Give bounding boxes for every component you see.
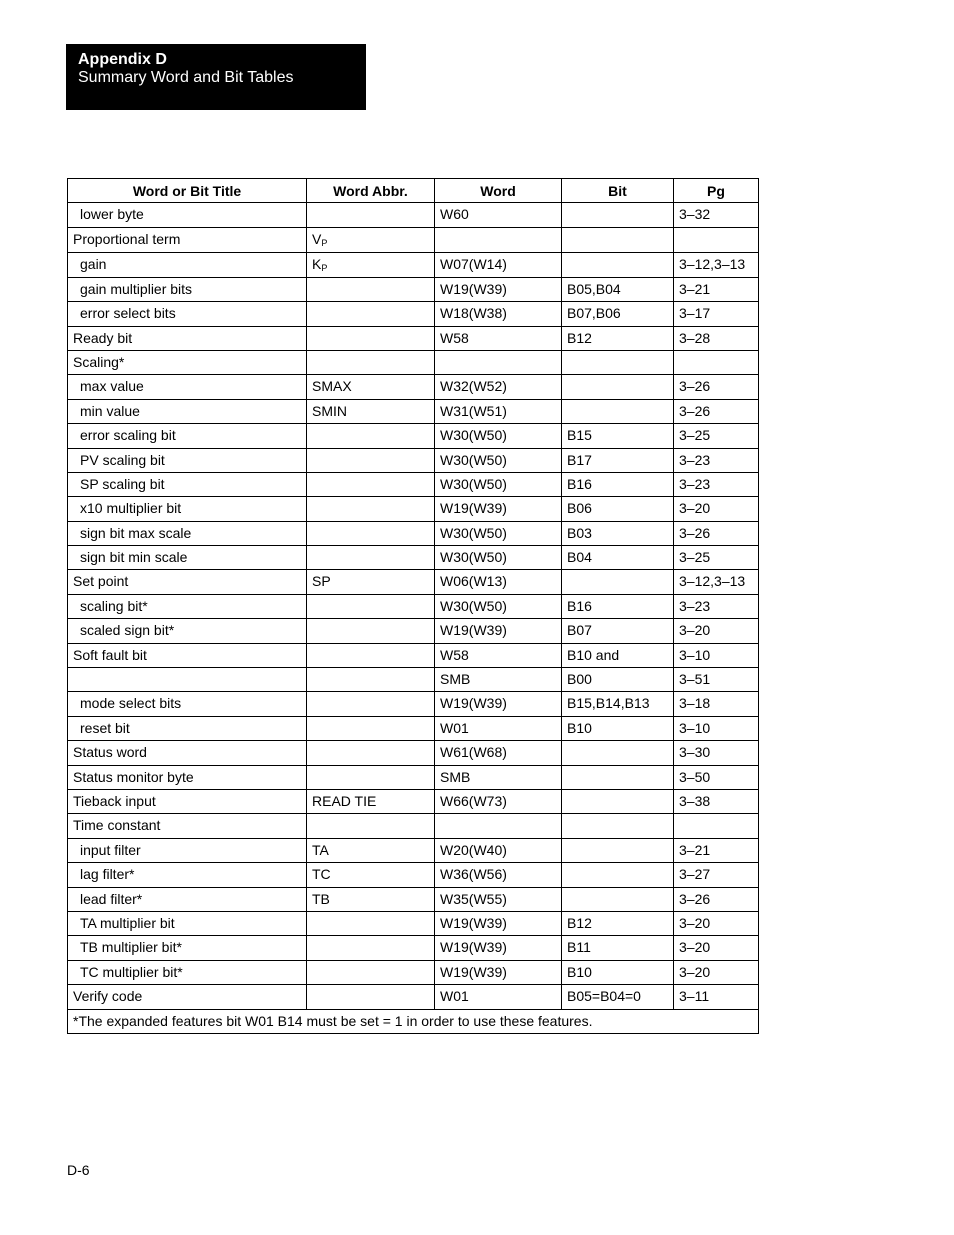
cell-title: lag filter* bbox=[68, 863, 307, 887]
cell-title: scaling bit* bbox=[68, 594, 307, 618]
table-row bbox=[68, 227, 759, 252]
chapter-header bbox=[66, 44, 366, 110]
page-number: D-6 bbox=[67, 1162, 90, 1178]
cell-word: W30(W50) bbox=[435, 424, 562, 448]
cell-word: W31(W51) bbox=[435, 399, 562, 423]
cell-bit: B03 bbox=[562, 521, 674, 545]
cell-word: W61(W68) bbox=[435, 741, 562, 765]
cell-pg bbox=[674, 227, 759, 252]
cell-pg: 3–23 bbox=[674, 594, 759, 618]
table-row bbox=[68, 789, 759, 813]
table-row bbox=[68, 252, 759, 277]
cell-pg: 3–30 bbox=[674, 741, 759, 765]
cell-bit bbox=[562, 350, 674, 374]
table-row bbox=[68, 472, 759, 496]
cell-pg: 3–10 bbox=[674, 643, 759, 667]
cell-title: Proportional term bbox=[68, 227, 307, 252]
table-row bbox=[68, 668, 759, 692]
cell-abbr bbox=[307, 375, 435, 399]
column-header-abbr: Word Abbr. bbox=[307, 179, 435, 203]
cell-word: W58 bbox=[435, 643, 562, 667]
cell-abbr bbox=[307, 227, 435, 252]
cell-bit: B12 bbox=[562, 326, 674, 350]
cell-abbr-text: SMAX bbox=[312, 378, 352, 395]
cell-abbr bbox=[307, 838, 435, 862]
cell-pg: 3–25 bbox=[674, 546, 759, 570]
cell-bit: B00 bbox=[562, 668, 674, 692]
cell-pg: 3–23 bbox=[674, 448, 759, 472]
cell-title: error select bits bbox=[68, 302, 307, 326]
table-footnote: *The expanded features bit W01 B14 must be set = 1 in order to use these features. bbox=[68, 1009, 759, 1033]
cell-bit: B05=B04=0 bbox=[562, 985, 674, 1009]
table-row bbox=[68, 326, 759, 350]
cell-bit bbox=[562, 570, 674, 594]
cell-bit: B04 bbox=[562, 546, 674, 570]
cell-bit bbox=[562, 863, 674, 887]
cell-pg: 3–28 bbox=[674, 326, 759, 350]
column-header-word: Word bbox=[435, 179, 562, 203]
cell-word: W19(W39) bbox=[435, 960, 562, 984]
cell-title: gain multiplier bits bbox=[68, 277, 307, 301]
cell-abbr bbox=[307, 936, 435, 960]
cell-pg: 3–26 bbox=[674, 887, 759, 911]
cell-abbr-text: V bbox=[312, 230, 322, 247]
cell-word: W30(W50) bbox=[435, 448, 562, 472]
cell-title: sign bit min scale bbox=[68, 546, 307, 570]
table-row bbox=[68, 619, 759, 643]
cell-word: W01 bbox=[435, 985, 562, 1009]
cell-abbr bbox=[307, 668, 435, 692]
cell-pg: 3–23 bbox=[674, 472, 759, 496]
cell-title: scaled sign bit* bbox=[68, 619, 307, 643]
cell-abbr bbox=[307, 789, 435, 813]
cell-title: error scaling bit bbox=[68, 424, 307, 448]
appendix-title: Appendix D bbox=[78, 51, 167, 68]
cell-abbr-text: K bbox=[312, 255, 322, 272]
cell-abbr bbox=[307, 716, 435, 740]
table-row bbox=[68, 814, 759, 838]
cell-title: Status word bbox=[68, 741, 307, 765]
cell-pg: 3–26 bbox=[674, 521, 759, 545]
cell-pg: 3–10 bbox=[674, 716, 759, 740]
cell-title: Scaling* bbox=[68, 350, 307, 374]
appendix-subtitle: Summary Word and Bit Tables bbox=[78, 69, 294, 86]
cell-word: W06(W13) bbox=[435, 570, 562, 594]
cell-word bbox=[435, 814, 562, 838]
cell-abbr bbox=[307, 814, 435, 838]
cell-title: reset bit bbox=[68, 716, 307, 740]
cell-abbr bbox=[307, 765, 435, 789]
cell-abbr bbox=[307, 643, 435, 667]
cell-title: lead filter* bbox=[68, 887, 307, 911]
cell-word: W19(W39) bbox=[435, 277, 562, 301]
cell-pg: 3–50 bbox=[674, 765, 759, 789]
summary-table bbox=[67, 178, 759, 1034]
column-header-bit: Bit bbox=[562, 179, 674, 203]
cell-bit bbox=[562, 887, 674, 911]
cell-abbr bbox=[307, 911, 435, 935]
cell-abbr bbox=[307, 203, 435, 227]
cell-abbr bbox=[307, 350, 435, 374]
cell-abbr bbox=[307, 497, 435, 521]
table-row bbox=[68, 302, 759, 326]
cell-word: W30(W50) bbox=[435, 594, 562, 618]
cell-abbr-text: SP bbox=[312, 573, 331, 590]
cell-title: Set point bbox=[68, 570, 307, 594]
table-row bbox=[68, 448, 759, 472]
table-footnote-row bbox=[68, 1009, 759, 1033]
cell-abbr bbox=[307, 277, 435, 301]
cell-title: Soft fault bit bbox=[68, 643, 307, 667]
cell-abbr bbox=[307, 887, 435, 911]
cell-abbr bbox=[307, 302, 435, 326]
cell-word: W35(W55) bbox=[435, 887, 562, 911]
table-row bbox=[68, 399, 759, 423]
cell-bit bbox=[562, 741, 674, 765]
cell-title: Status monitor byte bbox=[68, 765, 307, 789]
cell-bit bbox=[562, 838, 674, 862]
table-row bbox=[68, 863, 759, 887]
cell-title: input filter bbox=[68, 838, 307, 862]
table-row bbox=[68, 985, 759, 1009]
cell-abbr bbox=[307, 472, 435, 496]
cell-word: SMB bbox=[435, 765, 562, 789]
cell-bit: B12 bbox=[562, 911, 674, 935]
cell-pg: 3–26 bbox=[674, 399, 759, 423]
cell-abbr bbox=[307, 326, 435, 350]
cell-abbr bbox=[307, 619, 435, 643]
cell-abbr bbox=[307, 399, 435, 423]
cell-abbr bbox=[307, 985, 435, 1009]
table-row bbox=[68, 546, 759, 570]
cell-word: W19(W39) bbox=[435, 692, 562, 716]
cell-pg: 3–51 bbox=[674, 668, 759, 692]
cell-bit: B16 bbox=[562, 594, 674, 618]
table-row bbox=[68, 570, 759, 594]
cell-pg: 3–12,3–13 bbox=[674, 570, 759, 594]
cell-bit bbox=[562, 399, 674, 423]
cell-word: W07(W14) bbox=[435, 252, 562, 277]
cell-word: W20(W40) bbox=[435, 838, 562, 862]
cell-bit: B17 bbox=[562, 448, 674, 472]
cell-abbr bbox=[307, 521, 435, 545]
cell-abbr bbox=[307, 570, 435, 594]
cell-bit: B10 bbox=[562, 716, 674, 740]
cell-pg: 3–26 bbox=[674, 375, 759, 399]
cell-abbr bbox=[307, 741, 435, 765]
cell-abbr-subscript: P bbox=[321, 262, 328, 273]
table-row bbox=[68, 594, 759, 618]
cell-pg: 3–20 bbox=[674, 960, 759, 984]
cell-abbr-text: TA bbox=[312, 841, 329, 858]
table-row bbox=[68, 765, 759, 789]
cell-word: W66(W73) bbox=[435, 789, 562, 813]
table-row bbox=[68, 350, 759, 374]
table-row bbox=[68, 911, 759, 935]
cell-pg: 3–25 bbox=[674, 424, 759, 448]
cell-abbr bbox=[307, 546, 435, 570]
table-body bbox=[68, 203, 759, 1034]
cell-title: gain bbox=[68, 252, 307, 277]
cell-title: TA multiplier bit bbox=[68, 911, 307, 935]
cell-bit: B07,B06 bbox=[562, 302, 674, 326]
table-row bbox=[68, 936, 759, 960]
table-row bbox=[68, 521, 759, 545]
cell-bit bbox=[562, 203, 674, 227]
cell-word: W60 bbox=[435, 203, 562, 227]
cell-abbr-text: READ TIE bbox=[312, 792, 377, 809]
table-header-row bbox=[68, 179, 759, 203]
cell-pg: 3–20 bbox=[674, 497, 759, 521]
cell-word: W30(W50) bbox=[435, 521, 562, 545]
cell-bit bbox=[562, 814, 674, 838]
table-row bbox=[68, 887, 759, 911]
cell-title: x10 multiplier bit bbox=[68, 497, 307, 521]
cell-pg bbox=[674, 350, 759, 374]
cell-title: Verify code bbox=[68, 985, 307, 1009]
cell-abbr bbox=[307, 692, 435, 716]
cell-title: Time constant bbox=[68, 814, 307, 838]
cell-abbr-text: TB bbox=[312, 890, 330, 907]
cell-title: lower byte bbox=[68, 203, 307, 227]
cell-word: W01 bbox=[435, 716, 562, 740]
cell-word: W19(W39) bbox=[435, 497, 562, 521]
cell-abbr bbox=[307, 448, 435, 472]
table-row bbox=[68, 643, 759, 667]
cell-title: Tieback input bbox=[68, 789, 307, 813]
column-header-pg: Pg bbox=[674, 179, 759, 203]
cell-pg bbox=[674, 814, 759, 838]
table-row bbox=[68, 375, 759, 399]
table-row bbox=[68, 277, 759, 301]
cell-word: W32(W52) bbox=[435, 375, 562, 399]
table-row bbox=[68, 203, 759, 227]
cell-pg: 3–11 bbox=[674, 985, 759, 1009]
table-row bbox=[68, 692, 759, 716]
cell-bit bbox=[562, 789, 674, 813]
cell-word: W30(W50) bbox=[435, 546, 562, 570]
cell-title bbox=[68, 668, 307, 692]
cell-pg: 3–20 bbox=[674, 911, 759, 935]
cell-word: SMB bbox=[435, 668, 562, 692]
cell-pg: 3–20 bbox=[674, 619, 759, 643]
cell-title: sign bit max scale bbox=[68, 521, 307, 545]
cell-bit bbox=[562, 765, 674, 789]
cell-word: W19(W39) bbox=[435, 911, 562, 935]
cell-title: TC multiplier bit* bbox=[68, 960, 307, 984]
cell-pg: 3–21 bbox=[674, 277, 759, 301]
table-row bbox=[68, 838, 759, 862]
cell-word: W30(W50) bbox=[435, 472, 562, 496]
table-row bbox=[68, 741, 759, 765]
cell-bit: B10 bbox=[562, 960, 674, 984]
cell-word bbox=[435, 227, 562, 252]
cell-pg: 3–12,3–13 bbox=[674, 252, 759, 277]
cell-word: W19(W39) bbox=[435, 936, 562, 960]
cell-pg: 3–38 bbox=[674, 789, 759, 813]
table-row bbox=[68, 424, 759, 448]
cell-abbr-text: TC bbox=[312, 866, 331, 883]
table-row bbox=[68, 716, 759, 740]
cell-word: W18(W38) bbox=[435, 302, 562, 326]
cell-pg: 3–21 bbox=[674, 838, 759, 862]
cell-title: PV scaling bit bbox=[68, 448, 307, 472]
cell-word: W36(W56) bbox=[435, 863, 562, 887]
cell-title: Ready bit bbox=[68, 326, 307, 350]
cell-abbr bbox=[307, 863, 435, 887]
cell-pg: 3–20 bbox=[674, 936, 759, 960]
cell-pg: 3–18 bbox=[674, 692, 759, 716]
cell-abbr bbox=[307, 252, 435, 277]
cell-bit: B05,B04 bbox=[562, 277, 674, 301]
cell-title: SP scaling bit bbox=[68, 472, 307, 496]
cell-abbr bbox=[307, 594, 435, 618]
cell-bit bbox=[562, 227, 674, 252]
table-row bbox=[68, 960, 759, 984]
cell-abbr-subscript: P bbox=[321, 237, 328, 248]
cell-bit: B06 bbox=[562, 497, 674, 521]
column-header-title: Word or Bit Title bbox=[68, 179, 307, 203]
cell-word: W58 bbox=[435, 326, 562, 350]
cell-abbr bbox=[307, 960, 435, 984]
cell-abbr bbox=[307, 424, 435, 448]
table-row bbox=[68, 497, 759, 521]
cell-word bbox=[435, 350, 562, 374]
cell-pg: 3–27 bbox=[674, 863, 759, 887]
cell-pg: 3–32 bbox=[674, 203, 759, 227]
cell-pg: 3–17 bbox=[674, 302, 759, 326]
cell-title: mode select bits bbox=[68, 692, 307, 716]
cell-abbr-text: SMIN bbox=[312, 402, 347, 419]
cell-bit: B10 and bbox=[562, 643, 674, 667]
cell-bit: B11 bbox=[562, 936, 674, 960]
cell-title: TB multiplier bit* bbox=[68, 936, 307, 960]
cell-title: max value bbox=[68, 375, 307, 399]
cell-bit bbox=[562, 252, 674, 277]
cell-bit: B15,B14,B13 bbox=[562, 692, 674, 716]
cell-bit: B15 bbox=[562, 424, 674, 448]
cell-bit bbox=[562, 375, 674, 399]
cell-bit: B07 bbox=[562, 619, 674, 643]
cell-title: min value bbox=[68, 399, 307, 423]
cell-word: W19(W39) bbox=[435, 619, 562, 643]
cell-bit: B16 bbox=[562, 472, 674, 496]
